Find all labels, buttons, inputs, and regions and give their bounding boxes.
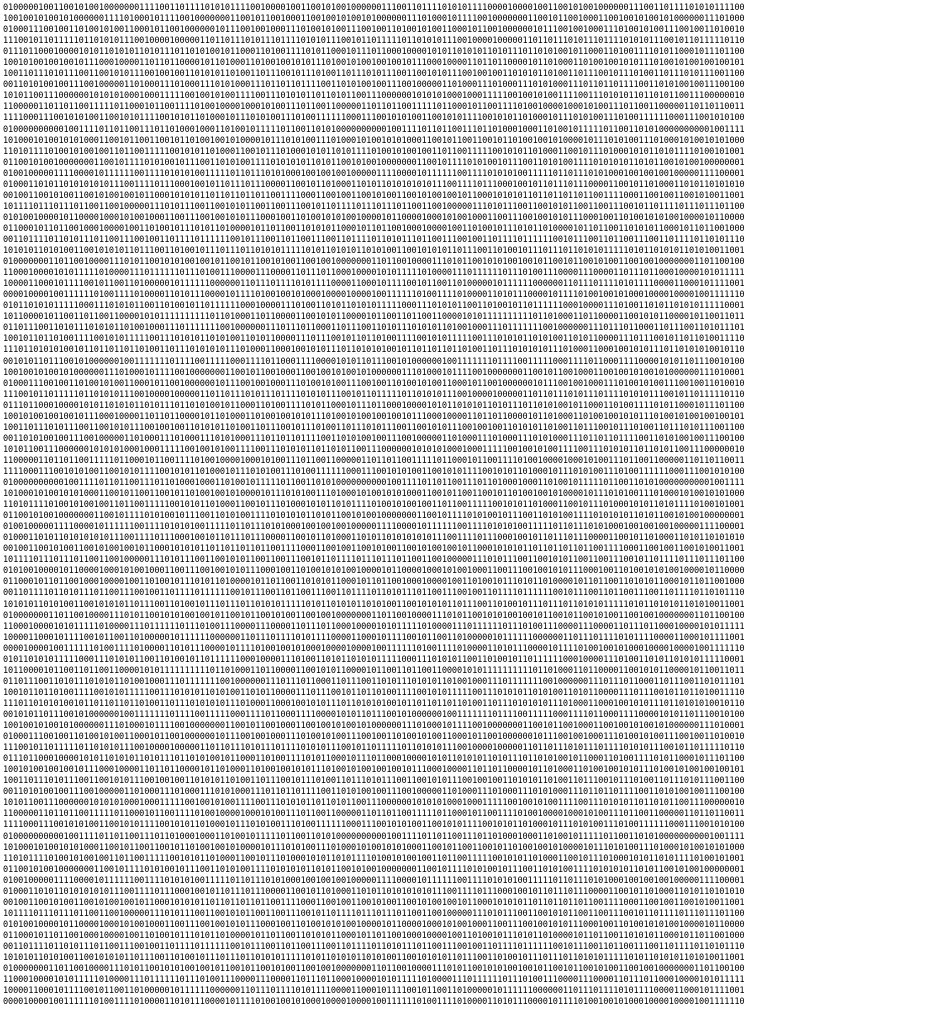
binary-text-row: 011001010010000000110010111101010010111001101010011110101010110101100101001000000011001011110101001011100110101001111010101011010110010100100000001 xyxy=(3,511,745,522)
binary-text-row: 000010000100111111010011110100001101011100001011110100100101000100001000010011111101001111010000110101110000101111010010010100010000100001001111110 xyxy=(3,290,745,301)
binary-text-row: 100110111010111001100101011100100100110101011010011011100101110100110111010111001100101011100100100110101011010011011100101110100110111010111001100 xyxy=(3,776,745,787)
binary-text-row: 010001110010011010010100110001011001000000101110010010001110100101001110010011010010100110001011001000000101110010010001110100101001110010011010010 xyxy=(3,732,745,743)
binary-text-row: 100001100010111100101100110100000101111110000001101110111101011110000110001011110010110011010000010111111000000110111011110101111000011000101111001 xyxy=(3,279,745,290)
binary-text-row: 111100011100101010011001010111100101011010001011101010011101001111110001110010101001100101011110010101101000101110101001110100111111000111001010100 xyxy=(3,466,745,477)
binary-text-row: 010110101011111000111010101100110100101101111110001000011101001101011010101111100011101010110011010010110111111000100001110100110101101010111110001 xyxy=(3,654,745,665)
binary-text-row: 010010000011110000101111110011110101010011111011011101010001001001001000001111000010111111001111010101001111101101110101000100100100100000111100001 xyxy=(3,522,745,533)
binary-text-row: 100001100010111100101100110100000101111110000001101110111101011110000110001011110010110011010000010111111000000110111011110101111000011000101111001 xyxy=(3,632,745,643)
binary-text-row: 100110111010111001100101011100100100110101011010011011100101110100110111010111001100101011100100100110101011010011011100101110100110111010111001100 xyxy=(3,69,745,80)
binary-text-row: 010000000110110010000111010110010101001001011001011001010011001001000000011011001000011101011001010100100101100101100101001100100100000001101100100 xyxy=(3,964,745,975)
binary-text-row: 100101001001001011100010000110110110000101101000110100100101011101001010010010010111000100001101101100001011010001101001001010111010010100100100101 xyxy=(3,765,745,776)
binary-text-row: 110101111010010100100110110011111001010110100011001011101000101011010111101001010010011011001111100101011010001100101110100010101101011110100101001 xyxy=(3,853,745,864)
binary-text-row: 010100100001011000010001010010001100111001001010111000100110100101010010000101100001000101001000110011100100101011100010011010010101001000010110000 xyxy=(3,566,745,577)
binary-text-row: 011101100010000101011010101101011101101010010110001101001111010110001011101100010000101011010101101011101101010010110001101001111010110001011101100 xyxy=(3,400,745,411)
binary-text-field xyxy=(3,3,948,1021)
binary-text-row: 001101010010011100100000110100011101000111010100011101101101111001101010010011100100000110100011101000111010100011101101101111001101010010011100100 xyxy=(3,433,745,444)
binary-text-row: 100101001001001011100010000110110110000101101000110100100101011101001010010010010111000100001101101100001011010001101001001010111010010100100100101 xyxy=(3,411,745,422)
binary-text-row: 001001100101001100101001001011000101010110110110110110011110001100100110010100110010100100101100010101011011011011011001111000110010011001010011001 xyxy=(3,544,745,555)
binary-text-row: 111100011100101010011001010111100101011010001011101010011101001111110001110010101001100101011110010101101000101110101001110100111111000111001010100 xyxy=(3,113,745,124)
binary-text-row: 101111011101110110011001000001110101110011001010110011001110010110111101110111011001100100000111010111001100101011001100111001011011110111011101100 xyxy=(3,908,745,919)
binary-text-row: 111011010101001011011011011010011011101010101110100011000100101011101101010100101101101101101001101110101010111010001100010010101110110101010010110 xyxy=(3,698,745,709)
binary-text-row: 100100101001010000001110100010111100100000001100101100100011001001010010100000011101000101111001000000011001011001000110010010100101000000111010001 xyxy=(3,721,745,732)
binary-text-row: 001010110111001010000001001111111011110011111000111101100011110000101011011100101000000100111111101111001111100011110110001111000010101101110010100 xyxy=(3,356,745,367)
binary-text-row: 001101111011010111011001110010011011110111111001011100110110011100110111101101011101100111001001101111011111100101110011011001110011011110110101110 xyxy=(3,941,745,952)
binary-text-row: 101000101001010100011001011001100101101001001010000101110101001110100010100101010001100101100110010110100100101000010111010100111010001010010101000 xyxy=(3,135,745,146)
binary-text-row: 001101111011010111011001110010011011110111111001011100110110011100110111101101011101100111001001101111011111100101110011011001110011011110110101110 xyxy=(3,588,745,599)
binary-text-row: 010001110010011010010100110001011001000000101110010010001110100101001110010011010010100110001011001000000101110010010001110100101001110010011010010 xyxy=(3,378,745,389)
binary-text-row: 101000101001010100011001011001100101101001001010000101110101001110100010100101010001100101100110010110100100101000010111010100111010001010010101000 xyxy=(3,489,745,500)
binary-text-row: 110000011011011001111101100010110011110100100001000101001110110011000001101101100111110110001011001111010010000100010100111011001100000110110110011 xyxy=(3,455,745,466)
binary-text-row: 001010110111001010000001001111111011110011111000111101100011110000101011011100101000000100111111101111001111100011110110001111000010101101110010100 xyxy=(3,710,745,720)
binary-text-row: 001101010010011100100000110100011101000111010100011101101101111001101010010011100100000110100011101000111010100011101101101111001101010010011100100 xyxy=(3,787,745,798)
binary-text-row: 001101111011010111011001110010011011110111111001011100110110011100110111101101011101100111001001101111011111100101110011011001110011011110110101110 xyxy=(3,234,745,245)
binary-text-row: 010100100001011000010001010010001100111001001010111000100110100101010010000101100001000101001000110011100100101011100010011010010101001000010110000 xyxy=(3,212,745,223)
binary-text-row: 111001011011111011010101110010000100000110110111010111011110101011100101101111101101010111001000010000011011011101011101111010101110010110111110110 xyxy=(3,743,745,754)
binary-text-row: 000010000100111111010011110100001101011100001011110100100101000100001000010011111101001111010000110101110000101111010010010100010000100001001111110 xyxy=(3,997,745,1008)
binary-text-row: 010001101011010101010111001111011100010010110111011100001100101101000110101101010101011100111101110001001011011101110000110010110100011010110101010 xyxy=(3,533,745,544)
binary-text-row: 011000101101100100010000100110100101110101101000010110110011010101100010110110010001000010011010010111010110100001011011001101010110001011011001000 xyxy=(3,223,745,234)
binary-text-row: 010000000000100111101101100111011010001000110100101111101100110101000000000010011110110110011101101000100011010010111110110011010100000000001001111 xyxy=(3,831,745,842)
binary-text-row: 010010000011110000101111110011110101010011111011011101010001001001001000001111000010111111001111010101001111101101110101000100100100100000111100001 xyxy=(3,875,745,886)
binary-text-row: 101000101001010100011001011001100101101001001010000101110101001110100010100101010001100101100110010110100100101000010111010100111010001010010101000 xyxy=(3,842,745,853)
binary-text-row: 110001000010101111101000011101111110111010011100001110000110111011000100001010111110100001110111111011101001110000111000011011101100010000101011111 xyxy=(3,621,745,632)
binary-text-row: 011101100010000101011010101101011101101010010110001101001111010110001011101100010000101011010101101011101101010010110001101001111010110001011101100 xyxy=(3,754,745,765)
binary-text-row: 011011100110101110101011010010001110111111100100000011101110110001101110011010111010101101001000111011111110010000001110111011000110111001101011101 xyxy=(3,323,745,334)
binary-text-row: 101111011101110110011001000001110101110011001010110011001110010110111101110111011001100100000111010111001100101011001100111001011011110111011101100 xyxy=(3,201,745,212)
binary-text-row: 011001010010000000110010111101010010111001101010011110101010110101100101001000000011001011110101001011100110101001111010101011010110010100100000001 xyxy=(3,157,745,168)
binary-text-row: 010100100001011000010001010010001100111001001010111000100110100101010010000101100001000101001000110011100100101011100010011010010101001000010110000 xyxy=(3,919,745,930)
binary-text-row: 101010110101001100101010110111001101001011101110110101011111010110101011010100110010101011011100110100101110111011010101111101011010101101010011001 xyxy=(3,246,745,257)
binary-text-row: 011011100110101110101011010010001110111111100100000011101110110001101110011010111010101101001000111011111110010000001110111011000110111001101011101 xyxy=(3,676,745,687)
binary-text-row: 001101010010011100100000110100011101000111010100011101101101111001101010010011100100000110100011101000111010100011101101101111001101010010011100100 xyxy=(3,80,745,91)
binary-text-row: 010001101011010101010111001111011100010010110111011100001100101101000110101101010101011100111101110001001011011101110000110010110100011010110101010 xyxy=(3,886,745,897)
binary-text-row: 100001100010111100101100110100000101111110000001101110111101011110000110001011110010110011010000010111111000000110111011110101111000011000101111001 xyxy=(3,986,745,997)
binary-text-row: 110000011011011001111101100010110011110100100001000101001110110011000001101101100111110110001011001111010010000100010100111011001100000110110110011 xyxy=(3,102,745,113)
binary-text-row: 101010110101001100101010110111001101001011101110110101011111010110101011010100110010101011011100110100101110111011010101111101011010101101010011001 xyxy=(3,953,745,964)
binary-text-row: 011000101101100100010000100110100101110101101000010110110011010101100010110110010001000010011010010111010110100001011011001101010110001011011001000 xyxy=(3,577,745,588)
binary-text-row: 001001100101001100101001001011000101010110110110110110011110001100100110010100110010100100101100010101011011011011011001111000110010011001010011001 xyxy=(3,897,745,908)
binary-text-row: 101011001110000001010101000100011111001001010011110011101010110110101100111000000101010100010001111100100101001111001110101011011010110011100000010 xyxy=(3,444,745,455)
binary-text-row: 000010000100111111010011110100001101011100001011110100100101000100001000010011111101001111010000110101110000101111010010010100010000100001001111110 xyxy=(3,643,745,654)
binary-text-row: 011001010010000000110010111101010010111001101010011110101010110101100101001000000011001011110101001011100110101001111010101011010110010100100000001 xyxy=(3,864,745,875)
binary-text-row: 010000000110110010000111010110010101001001011001011001010011001001000000011011001000011101011001010100100101100101100101001100100100000001101100100 xyxy=(3,610,745,621)
binary-text-row: 111100011100101010011001010111100101011010001011101010011101001111110001110010101001100101011110010101101000101110101001110100111111000111001010100 xyxy=(3,820,745,831)
binary-text-row: 110101111010010100100110110011111001010110100011001011101000101011010111101001010010011011001111100101011010001100101110100010101101011110100101001 xyxy=(3,146,745,157)
binary-text-row: 100101101101001111001010111110011101010110101001101011000011101110010110110100111100101011111001110101011010100110101100001110111001011011010011110 xyxy=(3,687,745,698)
binary-text-row: 010000000000100111101101100111011010001000110100101111101100110101000000000010011110110110011101101000100011010010111110110011010100000000001001111 xyxy=(3,478,745,489)
binary-text-row: 101100001011001101100110000101011111111110110100011011000011001010110000101100110110011000010101111111111011010001101100001100101011000010110011011 xyxy=(3,312,745,323)
binary-text-row: 110000011011011001111101100010110011110100100001000101001110110011000001101101100111110110001011001111010010000100010100111011001100000110110110011 xyxy=(3,809,745,820)
binary-text-row: 100101001001001011100010000110110110000101101000110100100101011101001010010010010111000100001101101100001011010001101001001010111010010100100100101 xyxy=(3,58,745,69)
binary-text-row: 011101100010000101011010101101011101101010010110001101001111010110001011101100010000101011010101101011101101010010110001101001111010110001011101100 xyxy=(3,47,745,58)
binary-text-row: 010110101011111000111010101100110100101101111110001000011101001101011010101111100011101010110011010010110111111000100001110100110101101010111110001 xyxy=(3,301,745,312)
binary-text-row: 111001011011111011010101110010000100000110110111010111011110101011100101101111101101010111001000010000011011011101011101111010101110010110111110110 xyxy=(3,36,745,47)
binary-text-row: 010001101011010101010111001111011100010010110111011100001100101101000110101101010101011100111101110001001011011101110000110010110100011010110101010 xyxy=(3,179,745,190)
binary-text-row: 010000000000100111101101100111011010001000110100101111101100110101000000000010011110110110011101101000100011010010111110110011010100000000001001111 xyxy=(3,124,745,135)
binary-text-row: 100110111010111001100101011100100100110101011010011011100101110100110111010111001100101011100100100110101011010011011100101110100110111010111001100 xyxy=(3,422,745,433)
binary-text-row: 110001000010101111101000011101111110111010011100001110000110111011000100001010111110100001110111111011101001110000111000011011101100010000101011111 xyxy=(3,975,745,986)
binary-text-row: 010000000110110010000111010110010101001001011001011001010011001001000000011011001000011101011001010100100101100101100101001100100100000001101100100 xyxy=(3,257,745,268)
binary-text-row: 101011001110000001010101000100011111001001010011110011101010110110101100111000000101010100010001111100100101001111001110101011011010110011100000010 xyxy=(3,91,745,102)
binary-text-row: 101011001110000001010101000100011111001001010011110011101010110110101100111000000101010100010001111100100101001111001110101011011010110011100000010 xyxy=(3,798,745,809)
binary-text-row: 100101101101001111001010111110011101010110101001101011000011101110010110110100111100101011111001110101011010100110101100001110111001011011010011110 xyxy=(3,334,745,345)
binary-text-row: 101100001011001101100110000101011111111110110100011011000011001010110000101100110110011000010101111111111011010001101100001100101011000010110011011 xyxy=(3,665,745,676)
binary-text-row: 101111011101110110011001000001110101110011001010110011001110010110111101110111011001100100000111010111001100101011001100111001011011110111011101100 xyxy=(3,555,745,566)
binary-text-row: 010001110010011010010100110001011001000000101110010010001110100101001110010011010010100110001011001000000101110010010001110100101001110010011010010 xyxy=(3,25,745,36)
binary-text-row: 101010110101001100101010110111001101001011101110110101011111010110101011010100110010101011011100110100101110111011010101111101011010101101010011001 xyxy=(3,599,745,610)
binary-text-row: 010010000011110000101111110011110101010011111011011101010001001001001000001111000010111111001111010101001111101101110101000100100100100000111100001 xyxy=(3,168,745,179)
binary-text-row: 111011010101001011011011011010011011101010101110100011000100101011101101010100101101101101101001101110101010111010001100010010101110110101010010110 xyxy=(3,345,745,356)
binary-text-row: 011000101101100100010000100110100101110101101000010110110011010101100010110110010001000010011010010111010110100001011011001101010110001011011001000 xyxy=(3,930,745,941)
binary-text-row: 111001011011111011010101110010000100000110110111010111011110101011100101101111101101010111001000010000011011011101011101111010101110010110111110110 xyxy=(3,389,745,400)
binary-text-row: 110001000010101111101000011101111110111010011100001110000110111011000100001010111110100001110111111011101001110000111000011011101100010000101011111 xyxy=(3,268,745,279)
binary-text-row: 100100101001010000001111010001011110010000000110010110010001100100101001010000001110100010111100100000001100101100100011001001010010100000011101000 xyxy=(3,14,745,25)
binary-text-row: 100100101001010000001110100010111100100000001100101100100011001001010010100000011101000101111001000000011001011001000110010010100101000000111010001 xyxy=(3,367,745,378)
binary-text-row: 010000010011001010010000000111100110111101010111100100001001100101001000000111001101111010101111000010000100110010100100000011100110111101010111100 xyxy=(3,3,745,13)
binary-text-row: 110101111010010100100110110011111001010110100011001011101000101011010111101001010010011011001111100101011010001100101110100010101101011110100101001 xyxy=(3,500,745,511)
binary-text-row: 001001100101001100101001001011000101010110110110110110011110001100100110010100110010100100101100010101011011011011011001111000110010011001010011001 xyxy=(3,190,745,201)
